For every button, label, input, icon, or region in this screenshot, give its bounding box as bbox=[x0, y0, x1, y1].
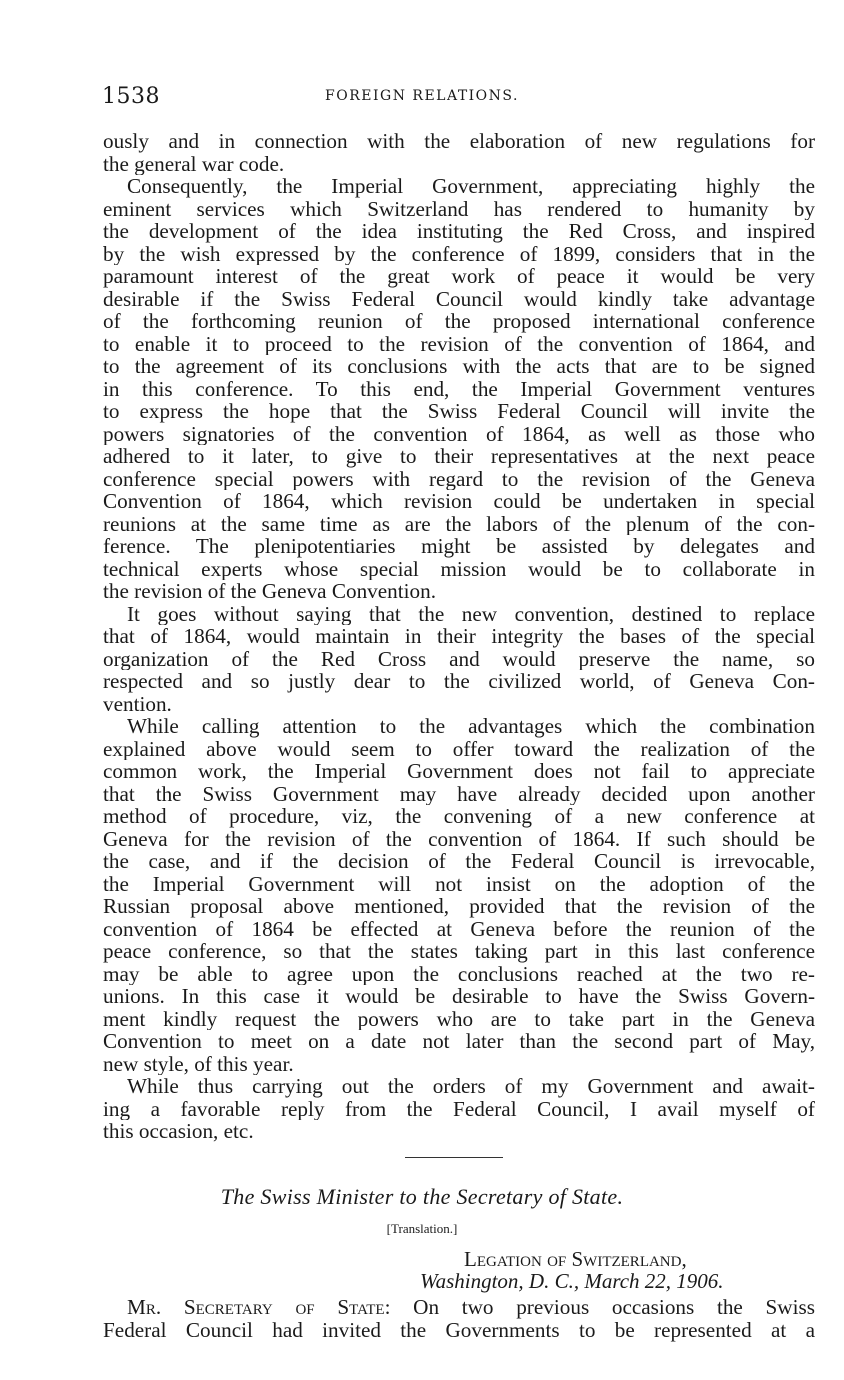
section-separator bbox=[405, 1157, 503, 1158]
text-line: may be able to agree upon the conclusions reached at the two re- bbox=[103, 962, 815, 985]
text-line: by the wish expressed by the conference of 1899, considers that in the bbox=[103, 242, 815, 265]
text-line: to the agreement of its conclusions with the acts that are to be signed bbox=[103, 355, 815, 378]
text-line: While thus carrying out the orders of my Government and await- bbox=[127, 1075, 815, 1098]
text-line: ference. The plenipotentiaries might be assisted by delegates and bbox=[103, 535, 815, 558]
text-line: conference special powers with regard to the revision of the Geneva bbox=[103, 467, 815, 490]
text-line: in this conference. To this end, the Imperial Government ventures bbox=[103, 377, 815, 400]
text-line: the development of the idea instituting the Red Cross, and inspired bbox=[103, 220, 815, 243]
text-line: Russian proposal above mentioned, provided that the revision of the bbox=[103, 895, 815, 918]
text-line: to express the hope that the Swiss Federal Council will invite the bbox=[103, 400, 815, 423]
text-line: desirable if the Swiss Federal Council would kindly take advantage bbox=[103, 287, 815, 310]
text-line: that the Swiss Government may have already decided upon another bbox=[103, 782, 815, 805]
text-line: eminent services which Switzerland has rendered to humanity by bbox=[103, 197, 815, 220]
text-line: unions. In this case it would be desirable to have the Swiss Govern- bbox=[103, 985, 815, 1008]
text-line: method of procedure, viz, the convening of a new conference at bbox=[103, 805, 815, 828]
translation-note: [Translation.] bbox=[386, 1221, 458, 1236]
legation-line: Legation of Switzerland, bbox=[464, 1247, 687, 1271]
text-line: vention. bbox=[103, 692, 172, 715]
text-line: common work, the Imperial Government does not fail to appreciate bbox=[103, 760, 815, 783]
text-line: organization of the Red Cross and would preserve the name, so bbox=[103, 647, 815, 670]
text-line bbox=[103, 1296, 815, 1319]
text-line: the Imperial Government will not insist on the adoption of the bbox=[103, 872, 815, 895]
text-line: It goes without saying that the new convention, destined to replace bbox=[127, 602, 815, 625]
text-line: explained above would seem to offer toward the realization of the bbox=[103, 737, 815, 760]
text-line: technical experts whose special mission would be to collaborate in bbox=[103, 557, 815, 580]
text-line: ing a favorable reply from the Federal Council, I avail myself of bbox=[103, 1097, 815, 1120]
letter-opening bbox=[103, 1296, 815, 1342]
text-line: While calling attention to the advantages which the combination bbox=[127, 715, 815, 738]
text-line: the revision of the Geneva Convention. bbox=[103, 580, 437, 603]
text-line: Federal Council had invited the Governments to be represented at a bbox=[103, 1319, 815, 1342]
text-line: respected and so justly dear to the civilized world, of Geneva Con- bbox=[103, 670, 815, 693]
text-line: the case, and if the decision of the Federal Council is irrevocable, bbox=[103, 850, 815, 873]
text-line: peace conference, so that the states taking part in this last conference bbox=[103, 940, 815, 963]
page-number: 1538 bbox=[102, 84, 160, 109]
text-line: adhered to it later, to give to their representatives at the next peace bbox=[103, 445, 815, 468]
opening-text: On two previous occasions the Swiss bbox=[390, 1296, 815, 1319]
salutation: Mr. Secretary of State: bbox=[127, 1296, 391, 1319]
text-line: convention of 1864 be effected at Geneva before the reunion of the bbox=[103, 917, 815, 940]
text-line: Geneva for the revision of the convention of 1864. If such should be bbox=[103, 827, 815, 850]
text-line: ously and in connection with the elaboration of new regulations for bbox=[103, 130, 815, 153]
text-line: paramount interest of the great work of peace it would be very bbox=[103, 265, 815, 288]
text-line: the general war code. bbox=[103, 152, 285, 175]
text-line: that of 1864, would maintain in their integrity the bases of the special bbox=[103, 625, 815, 648]
text-line: this occasion, etc. bbox=[103, 1120, 254, 1143]
dateline: Washington, D. C., March 22, 1906. bbox=[420, 1269, 724, 1293]
text-line: ment kindly request the powers who are to take part in the Geneva bbox=[103, 1007, 815, 1030]
text-line: Convention to meet on a date not later than the second part of May, bbox=[103, 1030, 815, 1053]
text-line: reunions at the same time as are the labors of the plenum of the con- bbox=[103, 512, 815, 535]
body-text bbox=[103, 130, 815, 1143]
text-line: powers signatories of the convention of 1864, as well as those who bbox=[103, 422, 815, 445]
running-head: FOREIGN RELATIONS. bbox=[325, 88, 519, 104]
text-line: to enable it to proceed to the revision of the convention of 1864, and bbox=[103, 332, 815, 355]
text-line: Consequently, the Imperial Government, appreciating highly the bbox=[127, 175, 815, 198]
text-line: of the forthcoming reunion of the proposed international conference bbox=[103, 310, 815, 333]
text-line: Convention of 1864, which revision could be undertaken in special bbox=[103, 490, 815, 513]
text-line: new style, of this year. bbox=[103, 1052, 294, 1075]
document-heading: The Swiss Minister to the Secretary of State. bbox=[220, 1184, 624, 1209]
